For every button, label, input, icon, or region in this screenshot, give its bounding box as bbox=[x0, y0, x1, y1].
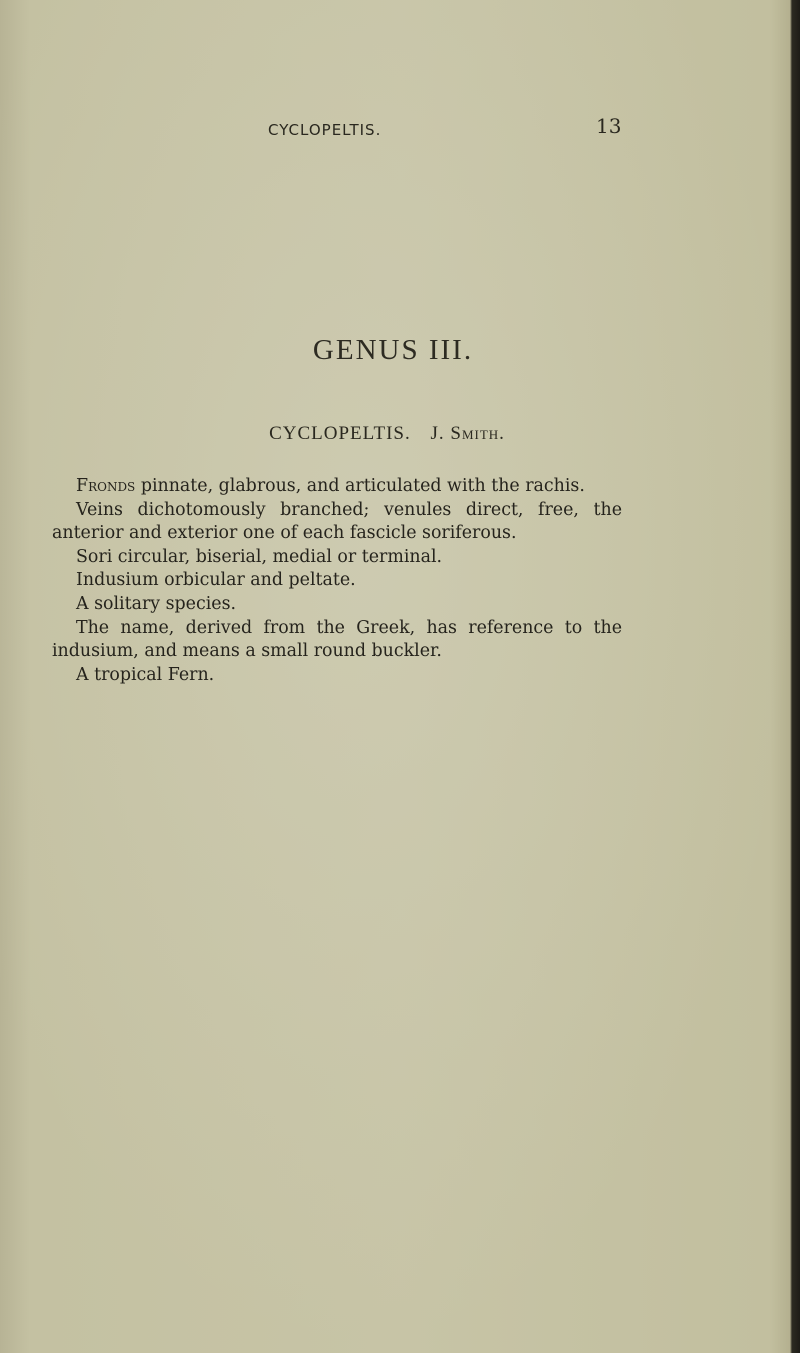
page-number: 13 bbox=[596, 114, 622, 138]
paragraph-species bbox=[52, 593, 622, 617]
paragraph-text: A solitary species. bbox=[76, 593, 237, 614]
page-header bbox=[0, 112, 800, 152]
paragraph-text: The name, derived from the Greek, has reference to the indusium, and means a small round buckler. bbox=[52, 617, 622, 662]
genus-heading: GENUS III. bbox=[312, 334, 474, 366]
lead-word: Fronds bbox=[76, 476, 136, 496]
paragraph-text: Sori circular, biserial, medial or terminal. bbox=[76, 546, 443, 567]
paragraph-tropical bbox=[52, 664, 622, 688]
paragraph-name bbox=[52, 617, 622, 664]
genus-name: CYCLOPELTIS. bbox=[269, 423, 411, 444]
paragraph-veins bbox=[52, 499, 622, 546]
genus-author: J. Smith. bbox=[430, 423, 505, 444]
paragraph-text: pinnate, glabrous, and articulated with the rachis. bbox=[135, 476, 585, 496]
paragraph-sori bbox=[52, 546, 622, 570]
paragraph-text: Indusium orbicular and peltate. bbox=[76, 570, 356, 591]
description-text bbox=[52, 475, 622, 687]
running-head: CYCLOPELTIS. bbox=[268, 121, 382, 139]
paragraph-indusium bbox=[52, 569, 622, 593]
paragraph-text: Veins dichotomously branched; venules direct, free, the anterior and exterior one of each fascicle soriferous. bbox=[52, 499, 622, 544]
paragraph-text: A tropical Fern. bbox=[76, 664, 215, 685]
genus-name-line bbox=[0, 423, 800, 445]
paragraph-fronds bbox=[52, 475, 622, 499]
